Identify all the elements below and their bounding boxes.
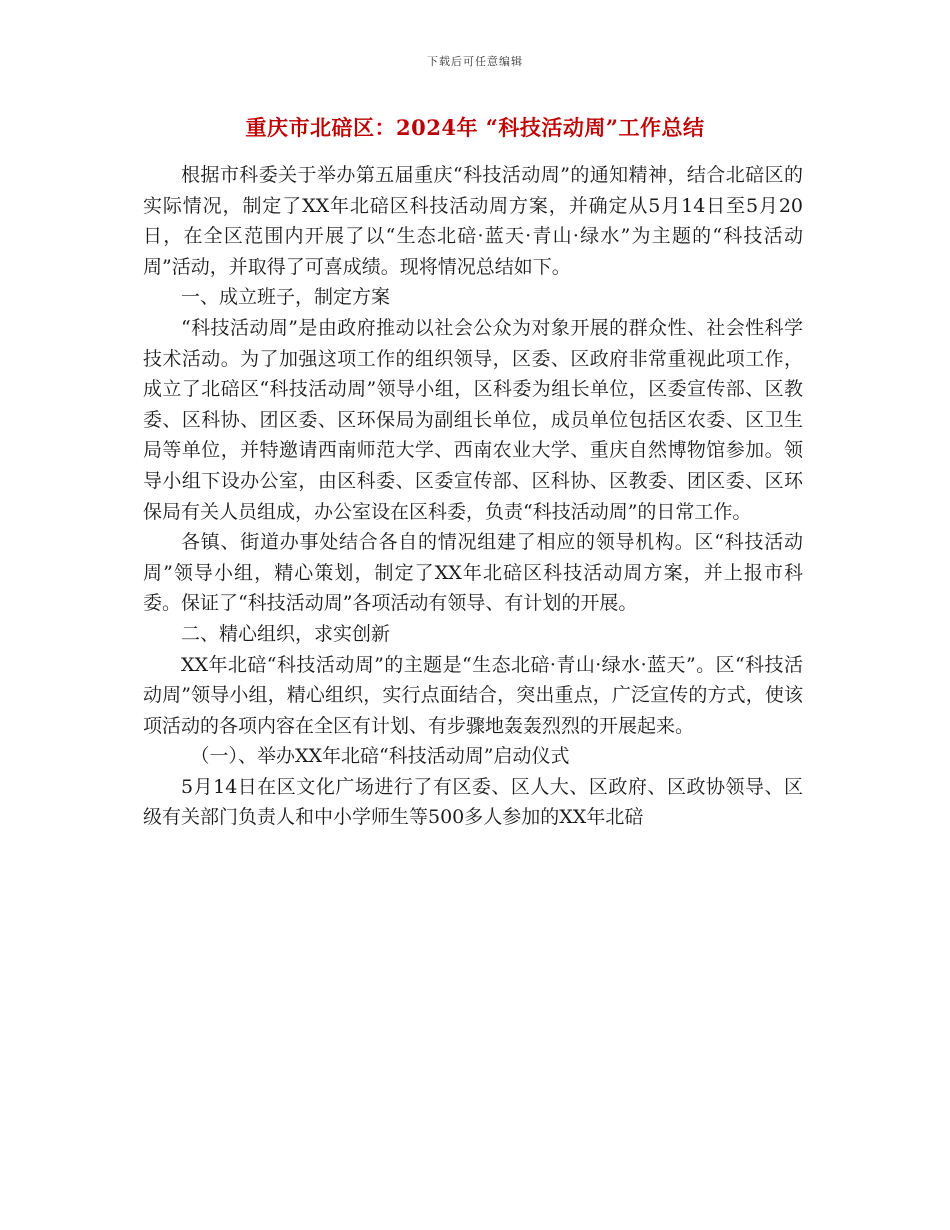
- header-note: 下载后可任意编辑: [427, 55, 523, 68]
- paragraph-section-2a: XX年北碚“科技活动周”的主题是“生态北碚·青山·绿水·蓝天”。区“科技活动周”领导小组，精心组织，实行点面结合，突出重点，广泛宣传的方式，使该项活动的各项内容在全区有计划、有步骤地轰轰烈烈的开展起来。: [143, 653, 803, 737]
- section-heading-2: 二、精心组织，求实创新: [181, 622, 391, 645]
- paragraph-section-1a: “科技活动周”是由政府推动以社会公众为对象开展的群众性、社会性科学技术活动。为了加强这项工作的组织领导，区委、区政府非常重视此项工作，成立了北碚区“科技活动周”领导小组，区科委为组长单位，区委宣传部、区教委、区科协、团区委、区环保局为副组长单位，成员单位包括区农委、区卫生局等单位，并特邀请西南师范大学、西南农业大学、重庆自然博物馆参加。领导小组下设办公室，由区科委、区委宣传部、区科协、区教委、团区委、区环保局有关人员组成，办公室设在区科委，负责“科技活动周”的日常工作。: [143, 316, 803, 523]
- document-body: [143, 160, 803, 833]
- paragraph-intro: 根据市科委关于举办第五届重庆“科技活动周”的通知精神，结合北碚区的实际情况，制定了XX年北碚区科技活动周方案，并确定从5月14日至5月20日，在全区范围内开展了以“生态北碚·蓝天·青山·绿水”为主题的“科技活动周”活动，并取得了可喜成绩。现将情况总结如下。: [143, 164, 803, 278]
- paragraph-section-1b: 各镇、街道办事处结合各自的情况组建了相应的领导机构。区“科技活动周”领导小组，精心策划，制定了XX年北碚区科技活动周方案，并上报市科委。保证了“科技活动周”各项活动有领导、有计划的开展。: [143, 531, 803, 615]
- paragraph-subsection-1: 5月14日在区文化广场进行了有区委、区人大、区政府、区政协领导、区级有关部门负责人和中小学师生等500多人参加的XX年北碚: [143, 775, 803, 829]
- document-title: 重庆市北碚区：2024年 “科技活动周”工作总结: [245, 115, 705, 140]
- section-heading-1: 一、成立班子，制定方案: [181, 286, 391, 309]
- subsection-heading-1: （一）、举办XX年北碚“科技活动周”启动仪式: [190, 745, 570, 768]
